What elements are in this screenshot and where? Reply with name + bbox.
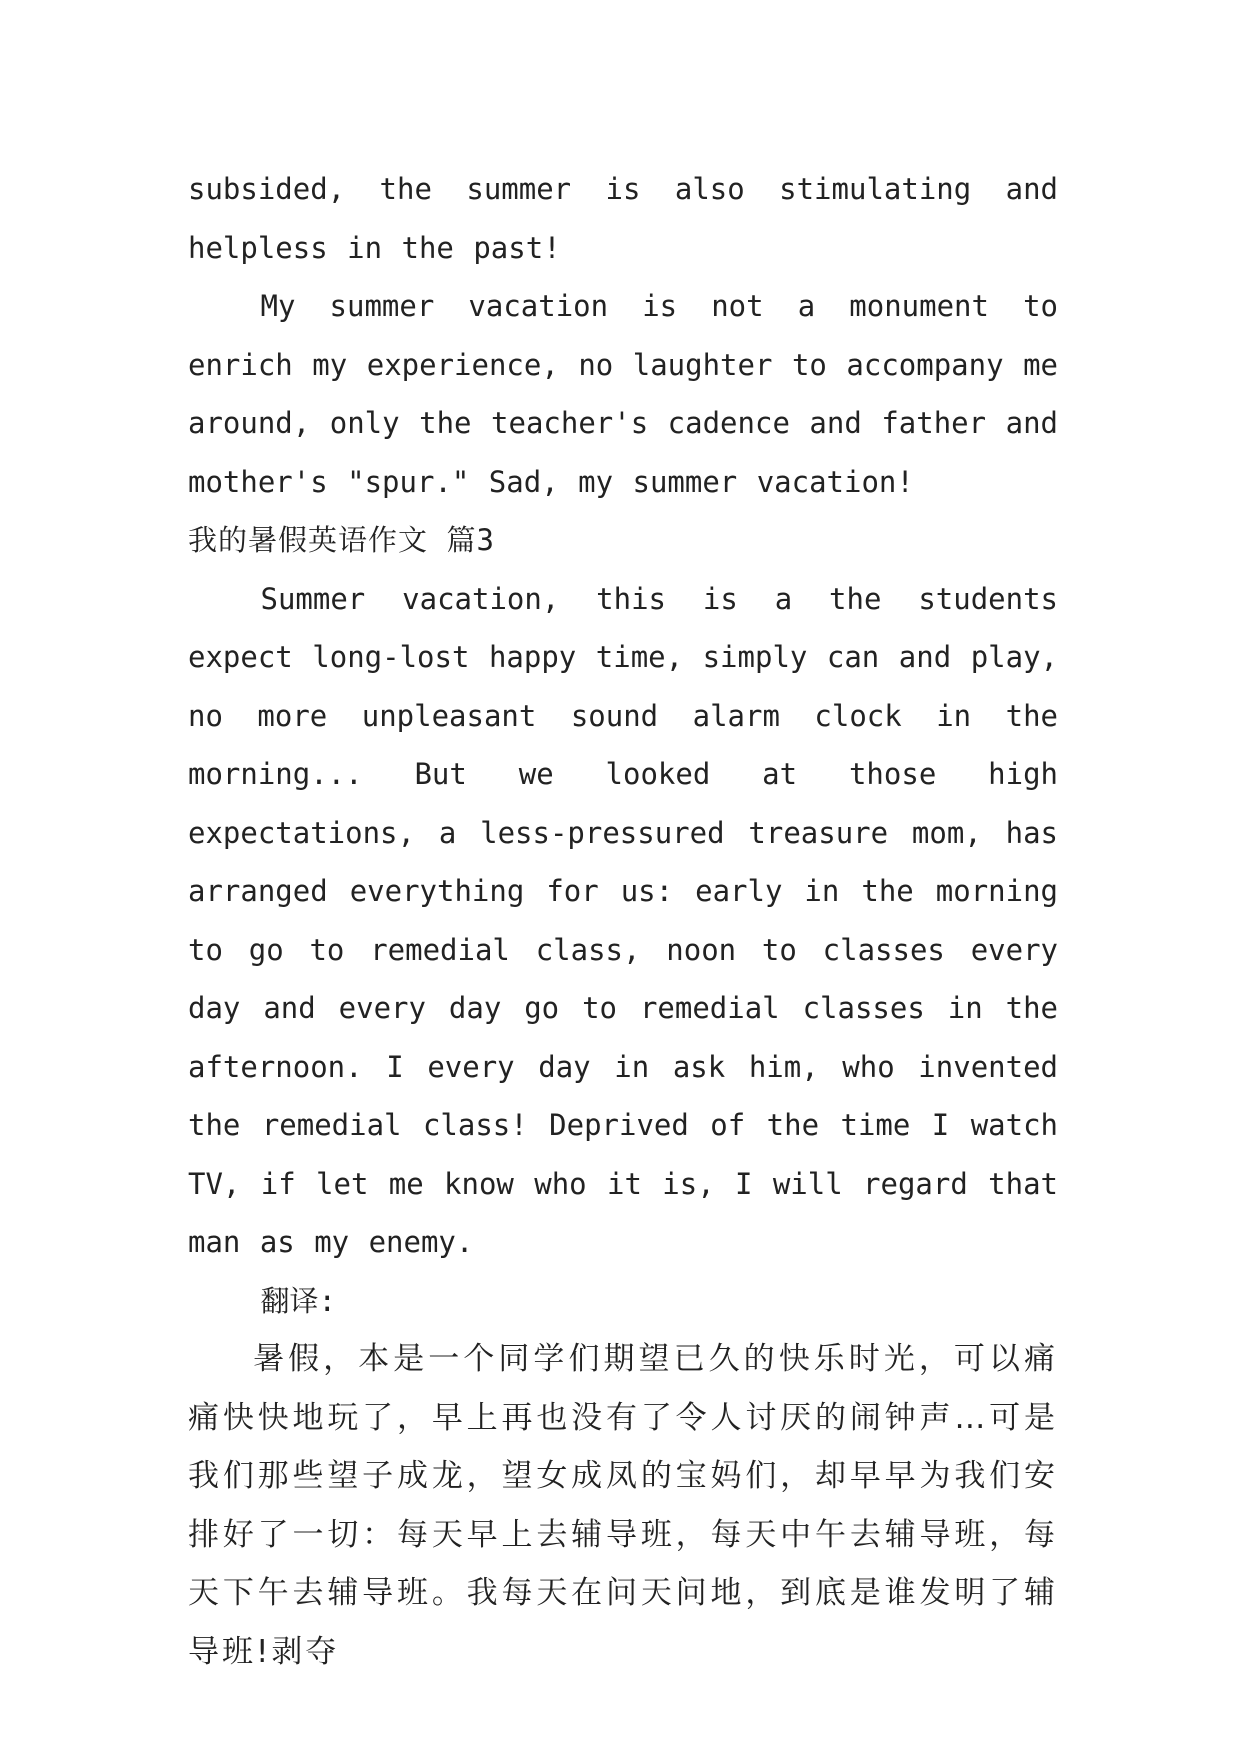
document-body xyxy=(188,160,1058,1681)
paragraph-summer-vacation-sad: My summer vacation is not a monument to enrich my experience, no laughter to accompany me around, only the teacher's cadence and father and mother's "spur." Sad, my summer vacation! xyxy=(188,289,1058,499)
paragraph-essay-3: Summer vacation, this is a the students expect long-lost happy time, simply can and play, no more unpleasant sound alarm clock in the morning... But we looked at those high expectations, a less-pressured treasure mom, has arranged everything for us: early in the morning to go to remedial class, noon to classes every day and every day go to remedial classes in the afternoon. I every day in ask him, who invented the remedial class! Deprived of the time I watch TV, if let me know who it is, I will regard that man as my enemy. xyxy=(188,581,1058,1259)
paragraph-translation: 暑假，本是一个同学们期望已久的快乐时光，可以痛痛快快地玩了，早上再也没有了令人讨厌的闹钟声…可是我们那些望子成龙，望女成凤的宝妈们，却早早为我们安排好了一切：每天早上去辅导班，每天中午去辅导班，每天下午去辅导班。我每天在问天问地，到底是谁发明了辅导班!剥夺 xyxy=(188,1341,1058,1670)
paragraph-continuation: subsided, the summer is also stimulating and helpless in the past! xyxy=(188,172,1058,265)
essay-heading: 我的暑假英语作文 篇3 xyxy=(188,523,495,557)
translation-label: 翻译: xyxy=(260,1283,336,1318)
